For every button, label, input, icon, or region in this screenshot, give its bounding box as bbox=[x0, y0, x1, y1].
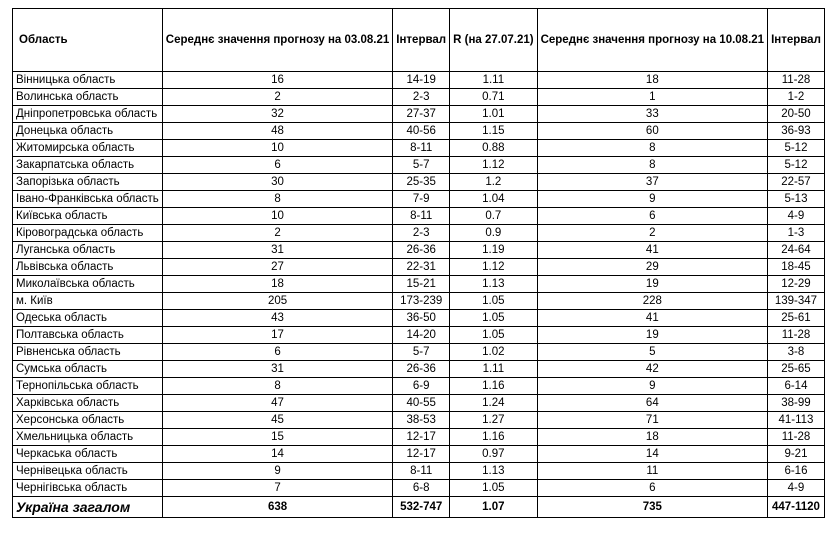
r-value: 0.97 bbox=[450, 446, 537, 463]
forecast-0308: 48 bbox=[162, 123, 392, 140]
r-value: 1.19 bbox=[450, 242, 537, 259]
interval-0308: 7-9 bbox=[393, 191, 450, 208]
r-value: 1.15 bbox=[450, 123, 537, 140]
interval-1008: 11-28 bbox=[768, 72, 825, 89]
r-value: 1.05 bbox=[450, 327, 537, 344]
interval-1008: 5-13 bbox=[768, 191, 825, 208]
table-row bbox=[13, 429, 825, 446]
interval-0308: 173-239 bbox=[393, 293, 450, 310]
r-value: 1.05 bbox=[450, 480, 537, 497]
forecast-1008: 228 bbox=[537, 293, 767, 310]
table-row bbox=[13, 157, 825, 174]
table-row bbox=[13, 191, 825, 208]
forecast-1008: 71 bbox=[537, 412, 767, 429]
table-row bbox=[13, 293, 825, 310]
forecast-1008: 9 bbox=[537, 378, 767, 395]
interval-0308: 26-36 bbox=[393, 242, 450, 259]
total-forecast-0308: 638 bbox=[162, 497, 392, 518]
table-row bbox=[13, 174, 825, 191]
table-row bbox=[13, 378, 825, 395]
interval-1008: 22-57 bbox=[768, 174, 825, 191]
forecast-0308: 15 bbox=[162, 429, 392, 446]
forecast-1008: 14 bbox=[537, 446, 767, 463]
forecast-1008: 41 bbox=[537, 242, 767, 259]
interval-1008: 11-28 bbox=[768, 429, 825, 446]
forecast-0308: 6 bbox=[162, 157, 392, 174]
forecast-0308: 8 bbox=[162, 378, 392, 395]
region-name: Волинська область bbox=[13, 89, 163, 106]
region-name: Харківська область bbox=[13, 395, 163, 412]
interval-0308: 8-11 bbox=[393, 208, 450, 225]
interval-0308: 25-35 bbox=[393, 174, 450, 191]
table-row bbox=[13, 242, 825, 259]
region-name: Кіровоградська область bbox=[13, 225, 163, 242]
forecast-1008: 6 bbox=[537, 480, 767, 497]
region-name: Хмельницька область bbox=[13, 429, 163, 446]
forecast-0308: 32 bbox=[162, 106, 392, 123]
interval-0308: 8-11 bbox=[393, 140, 450, 157]
table-row bbox=[13, 344, 825, 361]
r-value: 0.71 bbox=[450, 89, 537, 106]
interval-1008: 41-113 bbox=[768, 412, 825, 429]
interval-0308: 15-21 bbox=[393, 276, 450, 293]
r-value: 1.16 bbox=[450, 429, 537, 446]
region-name: м. Київ bbox=[13, 293, 163, 310]
forecast-1008: 8 bbox=[537, 157, 767, 174]
interval-1008: 38-99 bbox=[768, 395, 825, 412]
interval-1008: 25-65 bbox=[768, 361, 825, 378]
region-name: Миколаївська область bbox=[13, 276, 163, 293]
interval-1008: 4-9 bbox=[768, 480, 825, 497]
forecast-0308: 205 bbox=[162, 293, 392, 310]
region-name: Івано-Франківська область bbox=[13, 191, 163, 208]
table-row bbox=[13, 276, 825, 293]
table-row bbox=[13, 123, 825, 140]
table-row bbox=[13, 327, 825, 344]
interval-0308: 12-17 bbox=[393, 429, 450, 446]
interval-1008: 139-347 bbox=[768, 293, 825, 310]
interval-0308: 40-55 bbox=[393, 395, 450, 412]
forecast-1008: 9 bbox=[537, 191, 767, 208]
total-label: Україна загалом bbox=[13, 497, 163, 518]
interval-1008: 36-93 bbox=[768, 123, 825, 140]
region-name: Чернігівська область bbox=[13, 480, 163, 497]
r-value: 1.16 bbox=[450, 378, 537, 395]
header-row bbox=[13, 9, 825, 72]
forecast-1008: 11 bbox=[537, 463, 767, 480]
forecast-table bbox=[12, 8, 825, 518]
header-interval-0308: Інтервал bbox=[393, 9, 450, 72]
r-value: 1.13 bbox=[450, 276, 537, 293]
table-row bbox=[13, 106, 825, 123]
header-r: R (на 27.07.21) bbox=[450, 9, 537, 72]
r-value: 0.88 bbox=[450, 140, 537, 157]
forecast-0308: 31 bbox=[162, 361, 392, 378]
r-value: 1.2 bbox=[450, 174, 537, 191]
forecast-0308: 7 bbox=[162, 480, 392, 497]
table-row bbox=[13, 225, 825, 242]
region-name: Дніпропетровська область bbox=[13, 106, 163, 123]
forecast-1008: 1 bbox=[537, 89, 767, 106]
interval-0308: 2-3 bbox=[393, 89, 450, 106]
region-name: Полтавська область bbox=[13, 327, 163, 344]
r-value: 1.12 bbox=[450, 259, 537, 276]
forecast-1008: 19 bbox=[537, 327, 767, 344]
forecast-1008: 64 bbox=[537, 395, 767, 412]
r-value: 1.05 bbox=[450, 293, 537, 310]
interval-1008: 1-3 bbox=[768, 225, 825, 242]
interval-0308: 5-7 bbox=[393, 344, 450, 361]
interval-1008: 11-28 bbox=[768, 327, 825, 344]
header-forecast-1008: Середнє значення прогнозу на 10.08.21 bbox=[537, 9, 767, 72]
forecast-0308: 14 bbox=[162, 446, 392, 463]
forecast-0308: 9 bbox=[162, 463, 392, 480]
table-row bbox=[13, 259, 825, 276]
interval-1008: 5-12 bbox=[768, 157, 825, 174]
forecast-0308: 45 bbox=[162, 412, 392, 429]
table-row bbox=[13, 89, 825, 106]
total-r: 1.07 bbox=[450, 497, 537, 518]
interval-1008: 25-61 bbox=[768, 310, 825, 327]
forecast-0308: 10 bbox=[162, 208, 392, 225]
interval-1008: 5-12 bbox=[768, 140, 825, 157]
table-row bbox=[13, 480, 825, 497]
table-row bbox=[13, 446, 825, 463]
interval-0308: 22-31 bbox=[393, 259, 450, 276]
table-row bbox=[13, 140, 825, 157]
forecast-1008: 6 bbox=[537, 208, 767, 225]
r-value: 1.11 bbox=[450, 72, 537, 89]
interval-1008: 20-50 bbox=[768, 106, 825, 123]
r-value: 1.27 bbox=[450, 412, 537, 429]
region-name: Донецька область bbox=[13, 123, 163, 140]
forecast-1008: 60 bbox=[537, 123, 767, 140]
r-value: 0.9 bbox=[450, 225, 537, 242]
interval-1008: 3-8 bbox=[768, 344, 825, 361]
forecast-0308: 8 bbox=[162, 191, 392, 208]
forecast-1008: 5 bbox=[537, 344, 767, 361]
interval-0308: 26-36 bbox=[393, 361, 450, 378]
forecast-0308: 27 bbox=[162, 259, 392, 276]
region-name: Тернопільська область bbox=[13, 378, 163, 395]
forecast-0308: 10 bbox=[162, 140, 392, 157]
interval-0308: 6-9 bbox=[393, 378, 450, 395]
interval-1008: 9-21 bbox=[768, 446, 825, 463]
forecast-1008: 2 bbox=[537, 225, 767, 242]
region-name: Запорізька область bbox=[13, 174, 163, 191]
total-interval-1008: 447-1120 bbox=[768, 497, 825, 518]
header-forecast-0308: Середнє значення прогнозу на 03.08.21 bbox=[162, 9, 392, 72]
region-name: Житомирська область bbox=[13, 140, 163, 157]
interval-1008: 12-29 bbox=[768, 276, 825, 293]
region-name: Чернівецька область bbox=[13, 463, 163, 480]
r-value: 1.13 bbox=[450, 463, 537, 480]
interval-0308: 14-20 bbox=[393, 327, 450, 344]
region-name: Київська область bbox=[13, 208, 163, 225]
interval-0308: 27-37 bbox=[393, 106, 450, 123]
forecast-0308: 47 bbox=[162, 395, 392, 412]
forecast-1008: 42 bbox=[537, 361, 767, 378]
interval-0308: 6-8 bbox=[393, 480, 450, 497]
forecast-1008: 18 bbox=[537, 72, 767, 89]
forecast-0308: 2 bbox=[162, 225, 392, 242]
region-name: Херсонська область bbox=[13, 412, 163, 429]
total-interval-0308: 532-747 bbox=[393, 497, 450, 518]
table-row bbox=[13, 72, 825, 89]
interval-0308: 14-19 bbox=[393, 72, 450, 89]
header-interval-1008: Інтервал bbox=[768, 9, 825, 72]
interval-1008: 1-2 bbox=[768, 89, 825, 106]
forecast-1008: 37 bbox=[537, 174, 767, 191]
region-name: Закарпатська область bbox=[13, 157, 163, 174]
interval-0308: 36-50 bbox=[393, 310, 450, 327]
forecast-0308: 18 bbox=[162, 276, 392, 293]
r-value: 1.05 bbox=[450, 310, 537, 327]
table-row bbox=[13, 361, 825, 378]
interval-0308: 8-11 bbox=[393, 463, 450, 480]
forecast-0308: 2 bbox=[162, 89, 392, 106]
interval-1008: 6-14 bbox=[768, 378, 825, 395]
r-value: 1.11 bbox=[450, 361, 537, 378]
header-region: Область bbox=[13, 9, 163, 72]
table-row bbox=[13, 412, 825, 429]
region-name: Луганська область bbox=[13, 242, 163, 259]
r-value: 1.24 bbox=[450, 395, 537, 412]
r-value: 1.02 bbox=[450, 344, 537, 361]
table-row bbox=[13, 208, 825, 225]
region-name: Одеська область bbox=[13, 310, 163, 327]
interval-1008: 4-9 bbox=[768, 208, 825, 225]
forecast-0308: 17 bbox=[162, 327, 392, 344]
forecast-0308: 6 bbox=[162, 344, 392, 361]
forecast-1008: 41 bbox=[537, 310, 767, 327]
interval-0308: 40-56 bbox=[393, 123, 450, 140]
r-value: 1.04 bbox=[450, 191, 537, 208]
region-name: Черкаська область bbox=[13, 446, 163, 463]
forecast-1008: 19 bbox=[537, 276, 767, 293]
r-value: 1.12 bbox=[450, 157, 537, 174]
forecast-0308: 16 bbox=[162, 72, 392, 89]
interval-1008: 18-45 bbox=[768, 259, 825, 276]
forecast-0308: 31 bbox=[162, 242, 392, 259]
table-row bbox=[13, 463, 825, 480]
forecast-0308: 43 bbox=[162, 310, 392, 327]
interval-0308: 2-3 bbox=[393, 225, 450, 242]
region-name: Сумська область bbox=[13, 361, 163, 378]
interval-1008: 6-16 bbox=[768, 463, 825, 480]
interval-1008: 24-64 bbox=[768, 242, 825, 259]
region-name: Львівська область bbox=[13, 259, 163, 276]
region-name: Вінницька область bbox=[13, 72, 163, 89]
table-row bbox=[13, 310, 825, 327]
r-value: 0.7 bbox=[450, 208, 537, 225]
interval-0308: 12-17 bbox=[393, 446, 450, 463]
table-row bbox=[13, 395, 825, 412]
r-value: 1.01 bbox=[450, 106, 537, 123]
total-row bbox=[13, 497, 825, 518]
forecast-1008: 8 bbox=[537, 140, 767, 157]
interval-0308: 5-7 bbox=[393, 157, 450, 174]
total-forecast-1008: 735 bbox=[537, 497, 767, 518]
forecast-1008: 18 bbox=[537, 429, 767, 446]
interval-0308: 38-53 bbox=[393, 412, 450, 429]
forecast-1008: 33 bbox=[537, 106, 767, 123]
forecast-0308: 30 bbox=[162, 174, 392, 191]
region-name: Рівненська область bbox=[13, 344, 163, 361]
forecast-1008: 29 bbox=[537, 259, 767, 276]
